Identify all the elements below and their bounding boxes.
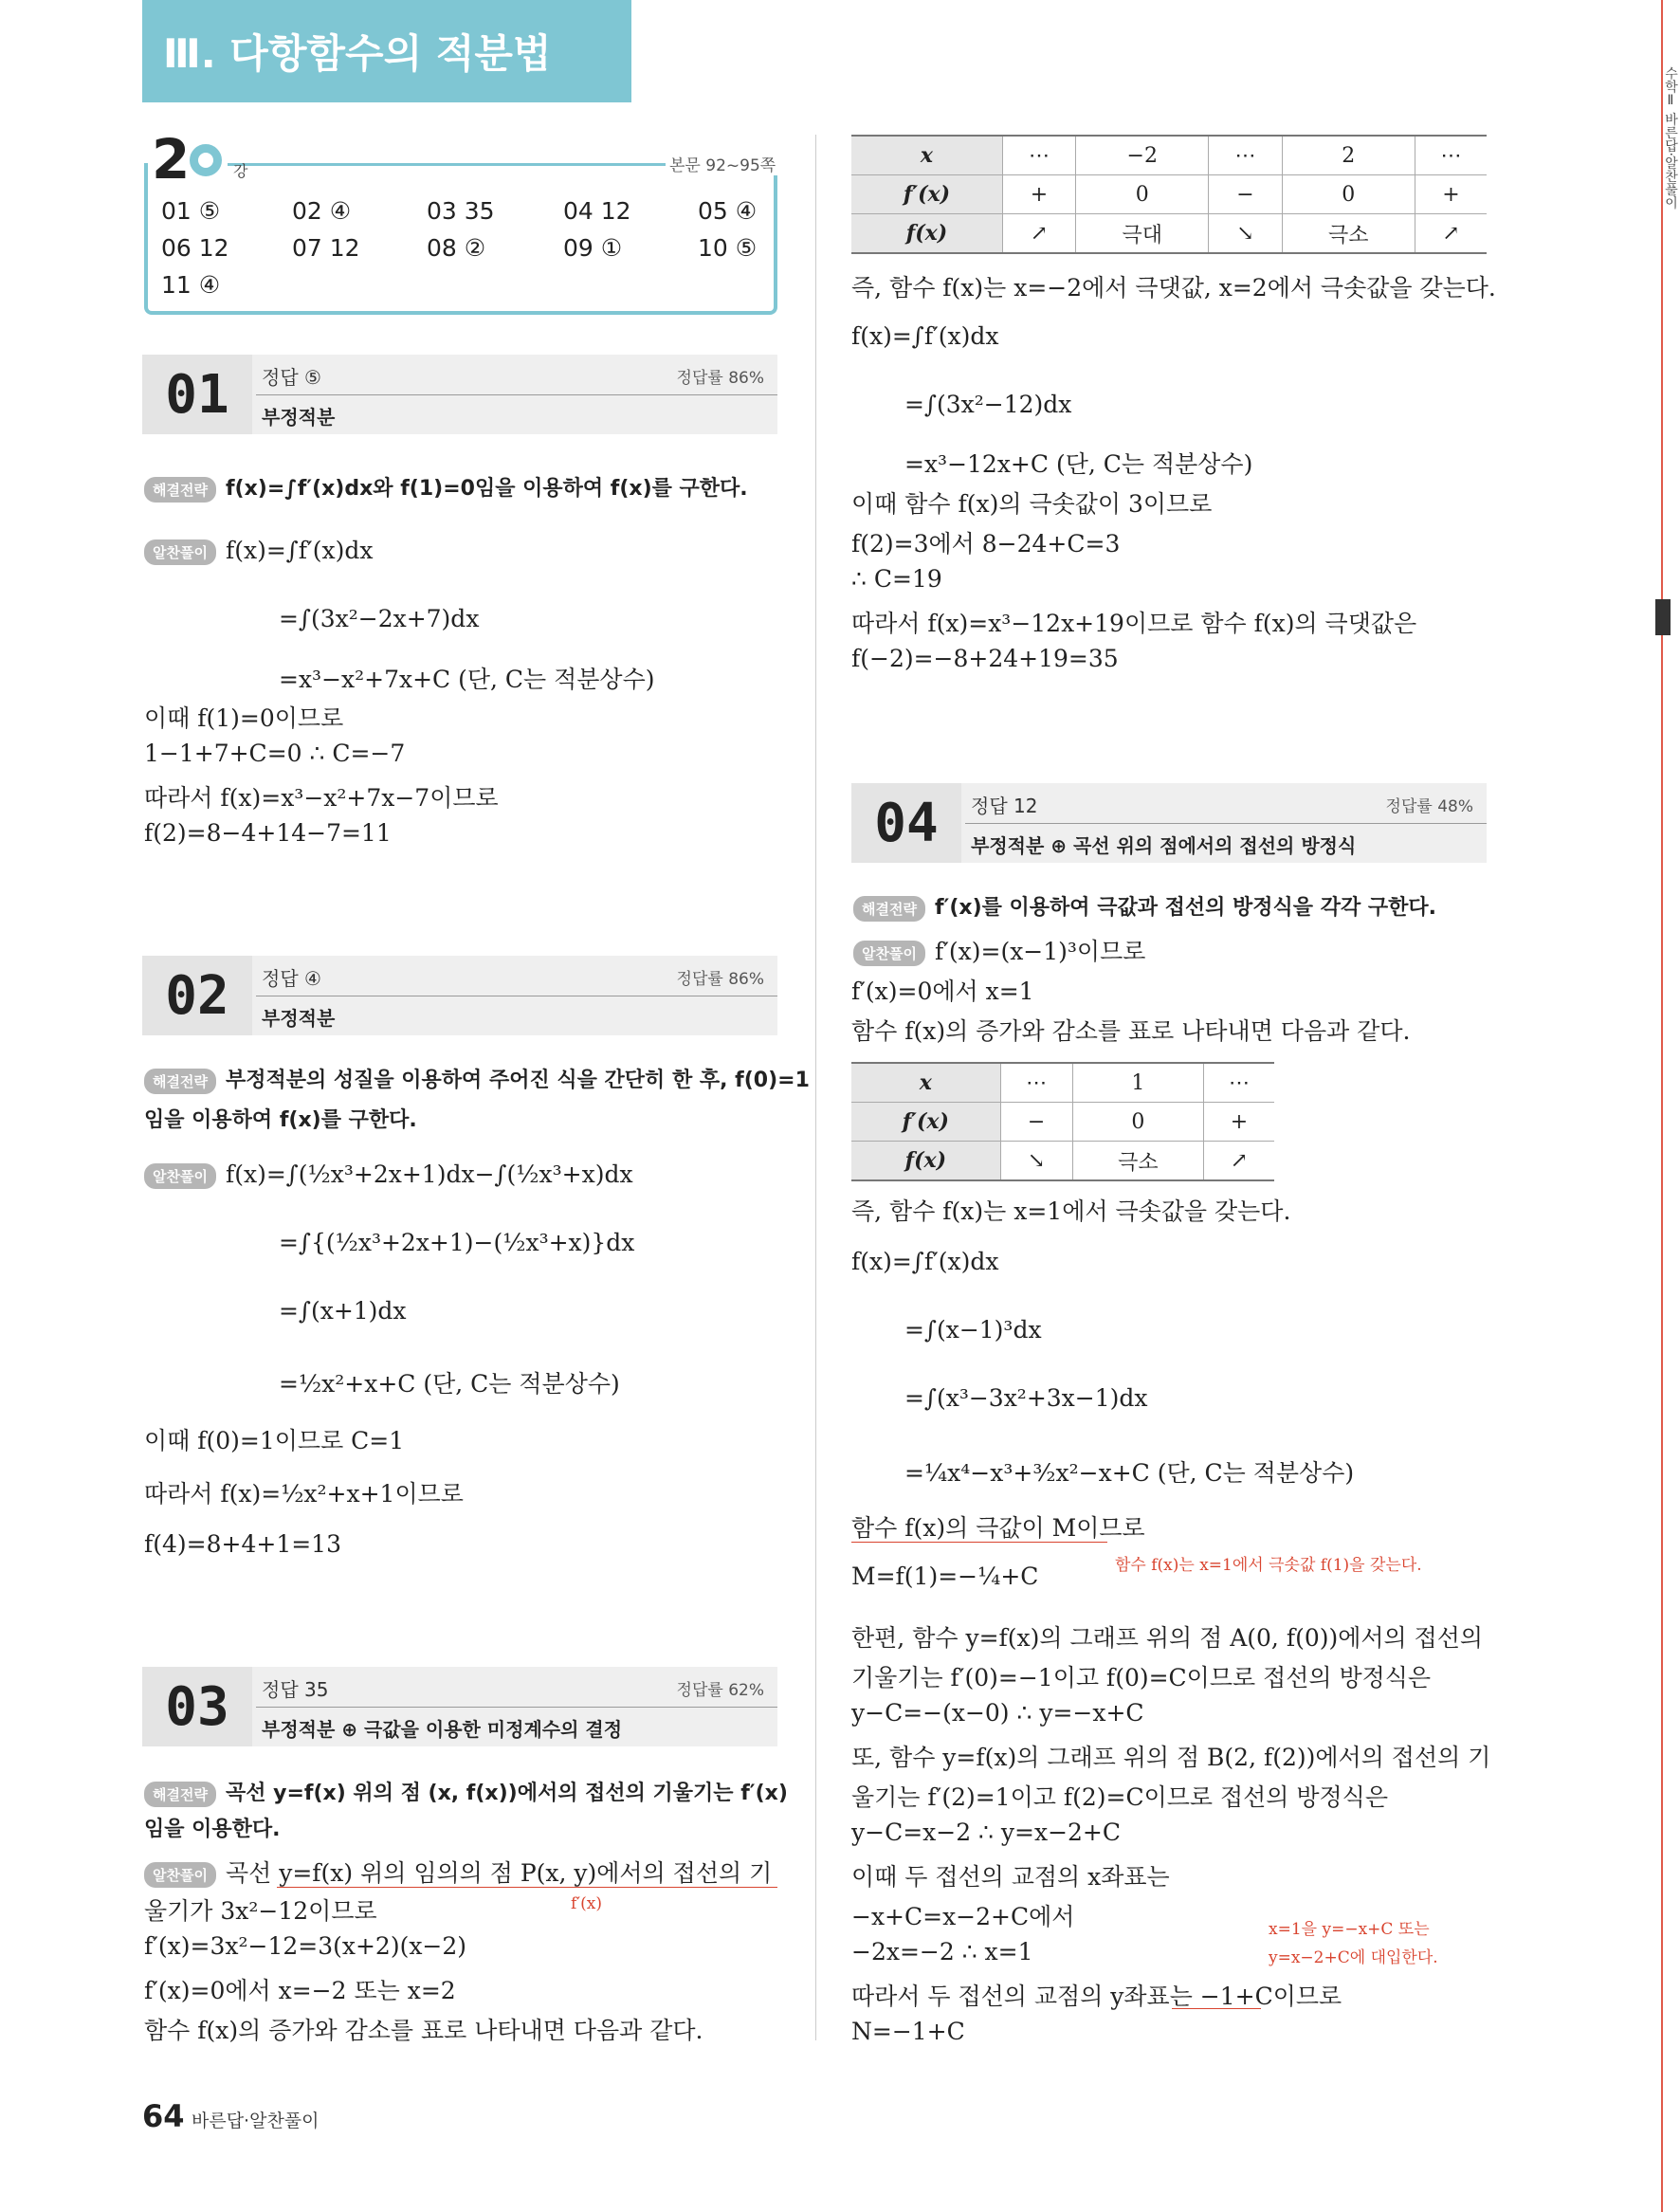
question-number: 03 [142, 1667, 252, 1746]
math-line: 이때 f(0)=1이므로 C=1 [144, 1427, 405, 1454]
math-line: 기울기는 f′(0)=−1이고 f(0)=C이므로 접선의 방정식은 [851, 1664, 1432, 1691]
divider [965, 823, 1487, 824]
math-line: 따라서 f(x)=½x²+x+1이므로 [144, 1480, 464, 1508]
chapter-tab-marker [1655, 599, 1671, 635]
math-line: 함수 f(x)의 증가와 감소를 표로 나타내면 다음과 같다. [851, 1017, 1411, 1045]
solution-line [144, 537, 373, 565]
strategy-text: f′(x)를 이용하여 극값과 접선의 방정식을 각각 구한다. [934, 896, 1436, 920]
answer-item: 09 ① [563, 234, 623, 262]
chapter-title: Ⅲ. 다항함수의 적분법 [163, 30, 552, 77]
strategy-badge: 해결전략 [853, 896, 925, 922]
strategy-text: 임을 이용한다. [144, 1818, 281, 1841]
answer-item: 04 12 [563, 197, 631, 225]
lecture-ring-icon [190, 144, 222, 176]
math-line: 이때 함수 f(x)의 극솟값이 3이므로 [851, 490, 1213, 518]
question-number: 02 [142, 956, 252, 1035]
math-line: 1−1+7+C=0 ∴ C=−7 [144, 740, 406, 767]
table-cell: + [1415, 175, 1487, 214]
math-line: =∫(x³−3x²+3x−1)dx [904, 1384, 1148, 1412]
strategy-line [144, 1777, 788, 1807]
math-line: y−C=x−2 ∴ y=x−2+C [851, 1819, 1121, 1846]
math-line: =∫(3x²−12)dx [904, 391, 1072, 418]
table-cell: ↗ [1415, 214, 1487, 254]
answer-item: 01 ⑤ [161, 197, 221, 225]
answer-item: 11 ④ [161, 271, 221, 299]
table-cell: 0 [1282, 175, 1415, 214]
math-line: 울기는 f′(2)=1이고 f(2)=C이므로 접선의 방정식은 [851, 1783, 1388, 1811]
question-header-04 [851, 783, 1487, 863]
math-line: f(x)=∫f′(x)dx [225, 537, 374, 564]
solution-line [853, 933, 1145, 967]
math-line: 또, 함수 y=f(x)의 그래프 위의 점 B(2, f(2))에서의 접선의 기 [851, 1744, 1491, 1771]
strategy-line [144, 1064, 810, 1094]
sign-table-03 [851, 135, 1487, 254]
question-header-01 [142, 355, 777, 434]
sign-table-04 [851, 1062, 1274, 1181]
annotation-note: 함수 f(x)는 x=1에서 극솟값 f(1)을 갖는다. [1115, 1556, 1422, 1575]
book-title: 바른답·알찬풀이 [192, 2111, 320, 2131]
topic: 부정적분 [262, 406, 336, 429]
math-line: f′(x)=(x−1)³이므로 [934, 938, 1146, 965]
strategy-text: f(x)=∫f′(x)dx와 f(1)=0임을 이용하여 f(x)를 구한다. [225, 477, 748, 501]
math-line: 곡선 y=f(x) 위의 임의의 점 P(x, y)에서의 접선의 기 [225, 1859, 773, 1887]
table-cell: ↘ [1209, 214, 1282, 254]
math-line: 이때 f(1)=0이므로 [144, 704, 344, 732]
answer-item: 06 12 [161, 234, 229, 262]
question-header-02 [142, 956, 777, 1035]
strategy-line [853, 891, 1436, 922]
solution-badge: 알찬풀이 [144, 1163, 216, 1189]
math-line: f(2)=3에서 8−24+C=3 [851, 530, 1121, 558]
table-cell: f(x) [851, 1142, 1000, 1181]
underline [851, 1542, 1107, 1543]
table-cell: 1 [1072, 1063, 1203, 1103]
math-line: =x³−x²+7x+C (단, C는 적분상수) [279, 666, 655, 693]
math-line: 즉, 함수 f(x)는 x=−2에서 극댓값, x=2에서 극솟값을 갖는다. [851, 274, 1496, 302]
strategy-badge: 해결전략 [144, 477, 216, 503]
table-cell: + [1002, 175, 1075, 214]
table-cell: ⋯ [1209, 136, 1282, 175]
math-line: f′(x)=0에서 x=−2 또는 x=2 [144, 1977, 456, 2004]
correct-rate: 정답률 86% [676, 369, 764, 388]
table-cell: 0 [1072, 1103, 1203, 1142]
math-line: 한편, 함수 y=f(x)의 그래프 위의 점 A(0, f(0))에서의 접선의 [851, 1624, 1484, 1652]
math-line: −2x=−2 ∴ x=1 [851, 1938, 1033, 1965]
math-line: f(x)=∫(½x³+2x+1)dx−∫(½x³+x)dx [225, 1161, 633, 1188]
table-cell: x [851, 136, 1002, 175]
table-cell: ↗ [1204, 1142, 1275, 1181]
correct-answer: 정답 ④ [262, 967, 321, 990]
strategy-badge: 해결전략 [144, 1782, 216, 1807]
math-line: 따라서 두 접선의 교점의 y좌표는 −1+C이므로 [851, 1983, 1342, 2010]
answer-item: 07 12 [292, 234, 360, 262]
math-line: f(2)=8−4+14−7=11 [144, 819, 392, 847]
math-line: f(4)=8+4+1=13 [144, 1530, 341, 1558]
correct-answer: 정답 12 [971, 795, 1038, 817]
table-cell: −2 [1076, 136, 1209, 175]
math-line: 울기가 3x²−12이므로 [144, 1897, 377, 1925]
strategy-text: 곡선 y=f(x) 위의 점 (x, f(x))에서의 접선의 기울기는 f′(x) [225, 1782, 788, 1805]
question-info [252, 1667, 777, 1746]
math-line: f′(x)=0에서 x=1 [851, 978, 1034, 1005]
question-info [252, 956, 777, 1035]
right-edge-strip [1661, 0, 1676, 2212]
strategy-text: 임을 이용하여 f(x)를 구한다. [144, 1108, 417, 1132]
math-line: =¼x⁴−x³+³⁄₂x²−x+C (단, C는 적분상수) [904, 1459, 1355, 1487]
underline [1172, 2008, 1261, 2009]
table-cell: 0 [1076, 175, 1209, 214]
divider [256, 394, 777, 395]
math-line: =½x²+x+C (단, C는 적분상수) [279, 1370, 620, 1398]
annotation-note: x=1을 y=−x+C 또는 [1269, 1920, 1430, 1939]
table-cell: 극소 [1282, 214, 1415, 254]
table-cell: ↗ [1002, 214, 1075, 254]
column-divider [815, 135, 816, 2040]
topic: 부정적분 ⊕ 곡선 위의 점에서의 접선의 방정식 [971, 834, 1357, 857]
math-line: =∫(3x²−2x+7)dx [279, 605, 480, 632]
correct-rate: 정답률 62% [676, 1681, 764, 1700]
lecture-number: 2 [152, 127, 191, 192]
math-line: M=f(1)=−¼+C [851, 1563, 1039, 1590]
table-cell: ⋯ [1000, 1063, 1072, 1103]
solution-badge: 알찬풀이 [144, 1862, 216, 1888]
table-cell: ⋯ [1002, 136, 1075, 175]
table-cell: − [1000, 1103, 1072, 1142]
answer-item: 05 ④ [698, 197, 758, 225]
math-line: =∫(x−1)³dx [904, 1316, 1042, 1344]
topic: 부정적분 ⊕ 극값을 이용한 미정계수의 결정 [262, 1718, 623, 1741]
question-number: 04 [851, 783, 961, 863]
strategy-line [144, 472, 748, 503]
annotation-note: y=x−2+C에 대입한다. [1269, 1948, 1438, 1967]
math-line: N=−1+C [851, 2018, 965, 2045]
annotation-note: f′(x) [571, 1894, 603, 1913]
table-cell: − [1209, 175, 1282, 214]
question-number: 01 [142, 355, 252, 434]
math-line: =x³−12x+C (단, C는 적분상수) [904, 450, 1253, 478]
math-line: =∫(x+1)dx [279, 1297, 407, 1325]
question-header-03 [142, 1667, 777, 1746]
answer-item: 08 ② [427, 234, 486, 262]
divider [256, 1707, 777, 1708]
answer-item: 10 ⑤ [698, 234, 758, 262]
correct-answer: 정답 ⑤ [262, 366, 321, 389]
math-line: 이때 두 접선의 교점의 x좌표는 [851, 1863, 1170, 1891]
strategy-text: 부정적분의 성질을 이용하여 주어진 식을 간단히 한 후, f(0)=1 [225, 1069, 810, 1092]
solution-line [144, 1855, 772, 1889]
table-cell: 2 [1282, 136, 1415, 175]
math-line: f(x)=∫f′(x)dx [851, 1248, 999, 1275]
solution-badge: 알찬풀이 [853, 941, 925, 966]
math-line: =∫{(½x³+2x+1)−(½x³+x)}dx [279, 1229, 635, 1256]
math-line: 즉, 함수 f(x)는 x=1에서 극솟값을 갖는다. [851, 1197, 1291, 1225]
table-cell: f(x) [851, 214, 1002, 254]
table-cell: ↘ [1000, 1142, 1072, 1181]
underline [277, 1887, 777, 1888]
solution-line [144, 1161, 633, 1189]
math-line: 함수 f(x)의 증가와 감소를 표로 나타내면 다음과 같다. [144, 2017, 703, 2044]
math-line: f(−2)=−8+24+19=35 [851, 645, 1119, 672]
lecture-suffix: 강 [233, 162, 248, 180]
math-line: 함수 f(x)의 극값이 M이므로 [851, 1514, 1145, 1542]
table-cell: f′(x) [851, 175, 1002, 214]
strategy-badge: 해결전략 [144, 1069, 216, 1094]
correct-rate: 정답률 86% [676, 970, 764, 989]
table-cell: x [851, 1063, 1000, 1103]
answer-box-border [228, 163, 666, 166]
solution-badge: 알찬풀이 [144, 539, 216, 565]
math-line: f′(x)=3x²−12=3(x+2)(x−2) [144, 1932, 467, 1960]
page-number: 64 [142, 2098, 185, 2134]
table-cell: 극대 [1076, 214, 1209, 254]
math-line: −x+C=x−2+C에서 [851, 1903, 1075, 1930]
topic: 부정적분 [262, 1007, 336, 1030]
chapter-banner [142, 0, 631, 102]
correct-answer: 정답 35 [262, 1678, 329, 1701]
table-cell: f′(x) [851, 1103, 1000, 1142]
math-line: 따라서 f(x)=x³−x²+7x−7이므로 [144, 784, 499, 812]
table-cell: + [1204, 1103, 1275, 1142]
table-cell: 극소 [1072, 1142, 1203, 1181]
table-cell: ⋯ [1415, 136, 1487, 175]
answer-item: 02 ④ [292, 197, 352, 225]
answer-item: 03 35 [427, 197, 495, 225]
math-line: ∴ C=19 [851, 565, 942, 593]
question-info [252, 355, 777, 434]
correct-rate: 정답률 48% [1385, 797, 1473, 816]
table-cell: ⋯ [1204, 1063, 1275, 1103]
math-line: y−C=−(x−0) ∴ y=−x+C [851, 1699, 1144, 1727]
question-info [961, 783, 1487, 863]
side-label: 수학Ⅱ 바른답·알찬풀이 [1663, 66, 1678, 210]
page-reference: 본문 92~95쪽 [666, 152, 779, 175]
math-line: f(x)=∫f′(x)dx [851, 322, 999, 350]
math-line: 따라서 f(x)=x³−12x+19이므로 함수 f(x)의 극댓값은 [851, 610, 1417, 637]
